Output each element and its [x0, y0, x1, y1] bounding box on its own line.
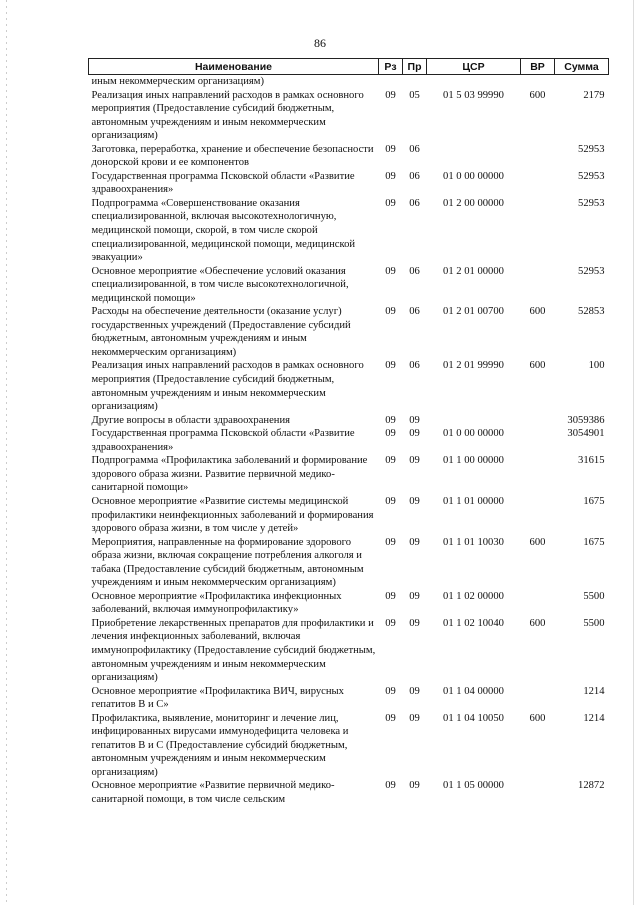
cell-rz: 09 [385, 265, 396, 277]
cell-vr [521, 495, 555, 536]
table-row [89, 536, 609, 590]
cell-vr [521, 590, 555, 617]
cell-name: Подпрограмма «Профилактика заболеваний и формирование здорового образа жизни. Развитие первичной медико-санитарной помощи» [91, 455, 368, 494]
cell-name: Государственная программа Псковской области «Развитие здравоохранения» [91, 170, 355, 196]
cell-name: Основное мероприятие «Развитие первичной медико-санитарной помощи, в том числе сельским [91, 780, 335, 805]
header-pr: Пр [403, 59, 427, 75]
table-row [89, 685, 609, 712]
cell-rz: 09 [385, 590, 396, 602]
cell-csr: 01 5 03 99990 [443, 89, 504, 101]
cell-sum: 2179 [583, 89, 605, 101]
cell-name: Реализация иных направлений расходов в рамках основного мероприятия (Предоставление субсидий бюджетным, автономным учреждениям и иным некоммерческим организациям) [91, 360, 364, 413]
cell-name: Заготовка, переработка, хранение и обеспечение безопасности донорской крови и ее компонентов [91, 143, 374, 169]
cell-pr: 09 [409, 455, 420, 467]
cell-rz: 09 [385, 414, 396, 426]
cell-pr: 09 [409, 495, 420, 507]
cell-sum: 3054901 [567, 428, 605, 440]
cell-sum: 1675 [583, 536, 605, 548]
cell-rz: 09 [385, 617, 396, 629]
cell-pr: 09 [409, 428, 420, 440]
cell-csr: 01 2 01 00700 [443, 306, 504, 318]
table-row [89, 712, 609, 780]
cell-vr [521, 779, 555, 806]
cell-pr: 06 [409, 197, 420, 209]
cell-csr [427, 75, 521, 89]
cell-pr: 06 [409, 306, 420, 318]
cell-vr [521, 427, 555, 454]
cell-rz: 09 [385, 89, 396, 101]
cell-csr: 01 1 02 10040 [443, 617, 504, 629]
cell-sum: 31615 [578, 455, 605, 467]
table-row [89, 617, 609, 685]
cell-vr [521, 414, 555, 428]
cell-vr [521, 143, 555, 170]
cell-csr: 01 1 05 00000 [443, 780, 504, 792]
cell-sum: 52853 [578, 306, 605, 318]
cell-pr [403, 75, 427, 89]
table-row [89, 197, 609, 265]
cell-sum: 1675 [583, 495, 605, 507]
cell-rz: 09 [385, 495, 396, 507]
cell-sum: 1214 [583, 712, 605, 724]
cell-name: Другие вопросы в области здравоохранения [91, 414, 290, 426]
cell-sum: 52953 [578, 265, 605, 277]
cell-pr: 09 [409, 685, 420, 697]
table-row [89, 143, 609, 170]
cell-rz: 09 [385, 685, 396, 697]
table-row [89, 414, 609, 428]
cell-rz: 09 [385, 428, 396, 440]
cell-csr: 01 1 02 00000 [443, 590, 504, 602]
cell-name: Мероприятия, направленные на формирование здорового образа жизни, включая сокращение потребления алкоголя и табака (Предоставление субсидий бюджетным, автономным учреждениям и иным некоммерческим организациям) [91, 536, 364, 589]
cell-vr [521, 454, 555, 495]
cell-name: Основное мероприятие «Профилактика ВИЧ, вирусных гепатитов В и С» [91, 685, 344, 711]
cell-vr: 600 [529, 617, 546, 629]
cell-rz [379, 75, 403, 89]
cell-sum: 5500 [583, 617, 605, 629]
table-row [89, 265, 609, 306]
cell-rz: 09 [385, 360, 396, 372]
cell-rz: 09 [385, 455, 396, 467]
cell-pr: 09 [409, 590, 420, 602]
header-name: Наименование [89, 59, 379, 75]
cell-name: Основное мероприятие «Развитие системы медицинской профилактики неинфекционных заболеваний и формирования здорового образа жизни, в том числе у детей» [91, 495, 374, 535]
cell-pr: 06 [409, 265, 420, 277]
cell-pr: 06 [409, 143, 420, 155]
cell-vr: 600 [529, 360, 546, 372]
cell-name: Расходы на обеспечение деятельности (оказание услуг) государственных учреждений (Предоставление субсидий бюджетным, автономным учреждениям и иным некоммерческим организациям) [91, 306, 351, 358]
table-row [89, 779, 609, 806]
cell-pr: 06 [409, 360, 420, 372]
cell-rz: 09 [385, 197, 396, 209]
table-body [89, 75, 609, 807]
table-row [89, 359, 609, 413]
cell-csr: 01 2 01 99990 [443, 360, 504, 372]
cell-sum: 52953 [578, 197, 605, 209]
cell-vr: 600 [529, 306, 546, 318]
cell-sum: 52953 [578, 143, 605, 155]
cell-name: Основное мероприятие «Обеспечение условий оказания специализированной, в том числе высокотехнологичной, медицинской помощи» [91, 265, 349, 304]
table-row [89, 75, 609, 89]
cell-rz: 09 [385, 143, 396, 155]
budget-table [88, 58, 609, 807]
cell-rz: 09 [385, 306, 396, 318]
cell-csr [427, 414, 521, 428]
table-row [89, 89, 609, 143]
cell-sum: 3059386 [567, 414, 605, 426]
cell-csr: 01 1 00 00000 [443, 455, 504, 467]
cell-vr: 600 [529, 536, 546, 548]
cell-pr: 09 [409, 414, 420, 426]
cell-vr [521, 197, 555, 265]
cell-pr: 06 [409, 170, 420, 182]
cell-pr: 09 [409, 536, 420, 548]
cell-name: Подпрограмма «Совершенствование оказания специализированной, включая высокотехнологичную, медицинской помощи, скорой, в том числе скорой специализированной, медицинской помощи, медицинской эвакуации» [91, 197, 356, 264]
table-row [89, 170, 609, 197]
cell-vr: 600 [529, 89, 546, 101]
cell-rz: 09 [385, 536, 396, 548]
cell-name: Приобретение лекарственных препаратов для профилактики и лечения инфекционных заболеваний, включая иммунопрофилактику (Предоставление субсидий бюджетным, автономным учреждениям и иным некоммерческим организациям) [91, 617, 376, 684]
cell-sum: 52953 [578, 170, 605, 182]
cell-sum: 12872 [578, 780, 605, 792]
cell-rz: 09 [385, 712, 396, 724]
scan-left-edge [6, 0, 7, 905]
cell-rz: 09 [385, 780, 396, 792]
scan-right-edge [633, 0, 634, 905]
cell-vr [521, 170, 555, 197]
table-row [89, 454, 609, 495]
cell-vr [521, 265, 555, 306]
header-vr: ВР [521, 59, 555, 75]
cell-sum [555, 75, 609, 89]
page-number: 86 [314, 36, 326, 50]
cell-csr: 01 1 04 00000 [443, 685, 504, 697]
table-row [89, 590, 609, 617]
cell-name: иным некоммерческим организациям) [91, 76, 264, 87]
cell-pr: 09 [409, 780, 420, 792]
cell-name: Государственная программа Псковской области «Развитие здравоохранения» [91, 428, 355, 453]
cell-pr: 09 [409, 712, 420, 724]
table-row [89, 495, 609, 536]
cell-vr: 600 [529, 712, 546, 724]
cell-sum: 1214 [583, 685, 605, 697]
cell-name: Основное мероприятие «Профилактика инфекционных заболеваний, включая иммунопрофилактику» [91, 590, 342, 616]
cell-csr: 01 1 01 10030 [443, 536, 504, 548]
cell-csr: 01 1 04 10050 [443, 712, 504, 724]
cell-rz: 09 [385, 170, 396, 182]
cell-csr: 01 1 01 00000 [443, 495, 504, 507]
cell-name: Реализация иных направлений расходов в рамках основного мероприятия (Предоставление субсидий бюджетным, автономным учреждениям и иным некоммерческим организациям) [91, 89, 364, 142]
header-sum: Сумма [555, 59, 609, 75]
table-row [89, 305, 609, 359]
cell-csr: 01 2 00 00000 [443, 197, 504, 209]
cell-name: Профилактика, выявление, мониторинг и лечение лиц, инфицированных вирусами иммунодефицита человека и гепатитов В и С (Предоставление субсидий бюджетным, автономным учреждениям и иным некоммерческим организациям) [91, 712, 349, 778]
cell-vr [521, 75, 555, 89]
cell-vr [521, 685, 555, 712]
cell-pr: 05 [409, 89, 420, 101]
cell-pr: 09 [409, 617, 420, 629]
cell-sum: 100 [588, 360, 605, 372]
table-header [89, 59, 609, 75]
table-row [89, 427, 609, 454]
cell-csr: 01 0 00 00000 [443, 428, 504, 440]
header-rz: Рз [379, 59, 403, 75]
header-csr: ЦСР [427, 59, 521, 75]
cell-csr: 01 0 00 00000 [443, 170, 504, 182]
budget-table-container [88, 58, 608, 807]
cell-csr: 01 2 01 00000 [443, 265, 504, 277]
cell-sum: 5500 [583, 590, 605, 602]
cell-csr [427, 143, 521, 170]
